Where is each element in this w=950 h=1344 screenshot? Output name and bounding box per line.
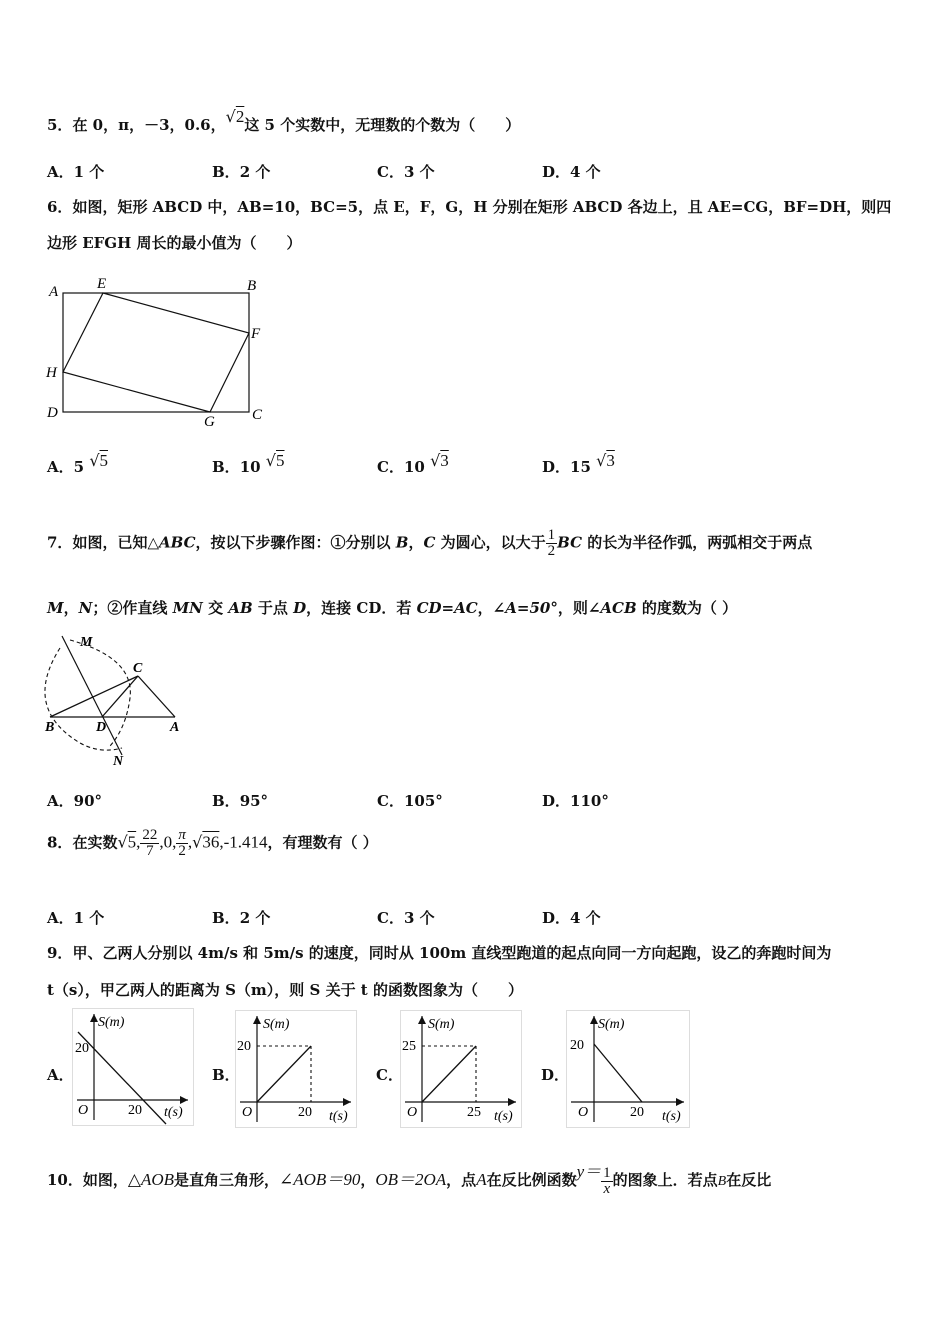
q7-stem-line1: 7．如图，已知△ABC，按以下步骤作图：①分别以 B，C 为圆心，以大于 $\frac{1}{2}$ BC 的长为半径作弧，两弧相交于两点 — [47, 527, 813, 559]
q9-graph-b[interactable] — [235, 1010, 357, 1128]
q9-number: 9． — [47, 944, 73, 962]
q8-option-b[interactable]: B．2 个 — [212, 909, 271, 927]
svg-text:O: O — [78, 1103, 89, 1118]
svg-text:20: 20 — [128, 1103, 142, 1118]
q9-option-a-label[interactable]: A． — [47, 1066, 74, 1084]
svg-text:S(m): S(m) — [98, 1015, 125, 1030]
q6-stem-line2: 边形 EFGH 周长的最小值为（ ） — [47, 234, 302, 252]
svg-text:S(m): S(m) — [428, 1017, 455, 1032]
svg-text:t(s): t(s) — [164, 1105, 183, 1120]
q8-option-c[interactable]: C．3 个 — [377, 909, 435, 927]
label-a: A — [170, 720, 180, 735]
q6-option-d[interactable]: D．15 √3 — [542, 451, 615, 476]
label-m: M — [80, 635, 93, 650]
q9-graph-d[interactable] — [566, 1010, 690, 1128]
q5-option-b[interactable]: B．2 个 — [212, 163, 271, 181]
q9-option-c-label[interactable]: C． — [376, 1066, 403, 1084]
segment-cd — [102, 676, 138, 717]
svg-text:20: 20 — [75, 1041, 89, 1056]
q6-stem-line1: 6．如图，矩形 ABCD 中，AB=10，BC=5，点 E，F，G，H 分别在矩形 ABCD 各边上，且 AE=CG，BF=DH，则四 — [47, 198, 892, 216]
svg-text:20: 20 — [570, 1038, 584, 1053]
svg-text:S(m): S(m) — [263, 1017, 290, 1032]
svg-text:20: 20 — [237, 1039, 251, 1054]
q9-option-d-label[interactable]: D． — [541, 1066, 570, 1084]
q7-number: 7． — [47, 533, 73, 552]
q8-number-list: √5, $\frac{22}{7}$ ,0, $\frac{\pi}{2}$ ,√36,-1.414 — [117, 827, 268, 859]
q10-fraction: $\frac{1}{x}$ — [603, 1164, 611, 1197]
label-b: B — [247, 278, 257, 294]
q7-fraction: $\frac{1}{2}$ — [547, 527, 556, 559]
svg-text:25: 25 — [402, 1039, 416, 1054]
q6-rectangle-figure — [40, 272, 280, 432]
q8-option-d[interactable]: D．4 个 — [542, 909, 601, 927]
label-d: D — [47, 405, 58, 421]
label-c: C — [252, 407, 263, 423]
svg-text:t(s): t(s) — [494, 1109, 513, 1124]
q9-graph-c[interactable] — [400, 1010, 522, 1128]
q7-construction-figure — [40, 628, 190, 770]
q5-stem: 5．在 0，π，－3，0.6，√2这 5 个实数中，无理数的个数为（ ） — [47, 107, 521, 134]
label-g: G — [204, 414, 215, 430]
svg-text:S(m): S(m) — [598, 1017, 625, 1032]
q7-option-b[interactable]: B．95° — [212, 792, 269, 810]
label-d: D — [96, 720, 107, 735]
label-n: N — [113, 754, 124, 769]
q6-option-b[interactable]: B．10 √5 — [212, 451, 285, 476]
q10-stem: 10．如图，△AOB是直角三角形，∠AOB＝90，OB＝2OA，点A在反比例函数y＝ $\frac{1}{x}$ 的图象上．若点B在反比 — [47, 1162, 772, 1197]
q5-number: 5． — [47, 116, 73, 134]
q6-option-c[interactable]: C．10 √3 — [377, 451, 449, 476]
q8-stem: 8．在实数√5, $\frac{22}{7}$ ,0, $\frac{\pi}{2}$ ,√36,-1.414，有理数有（ ） — [47, 827, 378, 859]
svg-text:O: O — [242, 1105, 253, 1120]
q5-option-d[interactable]: D．4 个 — [542, 163, 601, 181]
label-b: B — [45, 720, 55, 735]
q5-option-c[interactable]: C．3 个 — [377, 163, 435, 181]
q10-number: 10． — [47, 1171, 83, 1189]
svg-text:20: 20 — [630, 1105, 644, 1120]
label-a: A — [49, 284, 59, 300]
q8-number: 8． — [47, 833, 73, 852]
label-f: F — [251, 326, 261, 342]
q6-option-a[interactable]: A．5 √5 — [47, 451, 109, 476]
q8-option-a[interactable]: A．1 个 — [47, 909, 105, 927]
label-c: C — [133, 661, 143, 676]
sqrt-symbol: √ — [225, 107, 236, 126]
svg-text:O: O — [407, 1105, 418, 1120]
q9-stem-line1: 9．甲、乙两人分别以 4m/s 和 5m/s 的速度，同时从 100m 直线型跑道的起点向同一方向起跑，设乙的奔跑时间为 — [47, 944, 832, 962]
q6-number: 6． — [47, 198, 73, 216]
svg-text:O: O — [578, 1105, 589, 1120]
label-e: E — [97, 276, 107, 292]
q9-graph-a[interactable] — [72, 1008, 194, 1126]
svg-text:25: 25 — [467, 1105, 481, 1120]
segment-ca — [138, 676, 175, 717]
quad-efgh — [63, 293, 249, 412]
segment-bc — [50, 676, 138, 717]
label-h: H — [46, 365, 57, 381]
arc-from-b — [45, 648, 122, 750]
q5-option-a[interactable]: A．1 个 — [47, 163, 105, 181]
svg-text:t(s): t(s) — [662, 1109, 681, 1124]
q7-option-a[interactable]: A．90° — [47, 792, 103, 810]
svg-text:t(s): t(s) — [329, 1109, 348, 1124]
rect-abcd — [63, 293, 249, 412]
q9-stem-line2: t（s），甲乙两人的距离为 S（m），则 S 关于 t 的函数图象为（ ） — [47, 981, 523, 999]
q7-option-d[interactable]: D．110° — [542, 792, 609, 810]
q7-stem-line2: M，N；②作直线 MN 交 AB 于点 D，连接 CD．若 CD=AC，∠A=50°，则∠ACB 的度数为（ ） — [47, 599, 738, 617]
q7-option-c[interactable]: C．105° — [377, 792, 443, 810]
q9-option-b-label[interactable]: B． — [212, 1066, 240, 1084]
svg-text:20: 20 — [298, 1105, 312, 1120]
